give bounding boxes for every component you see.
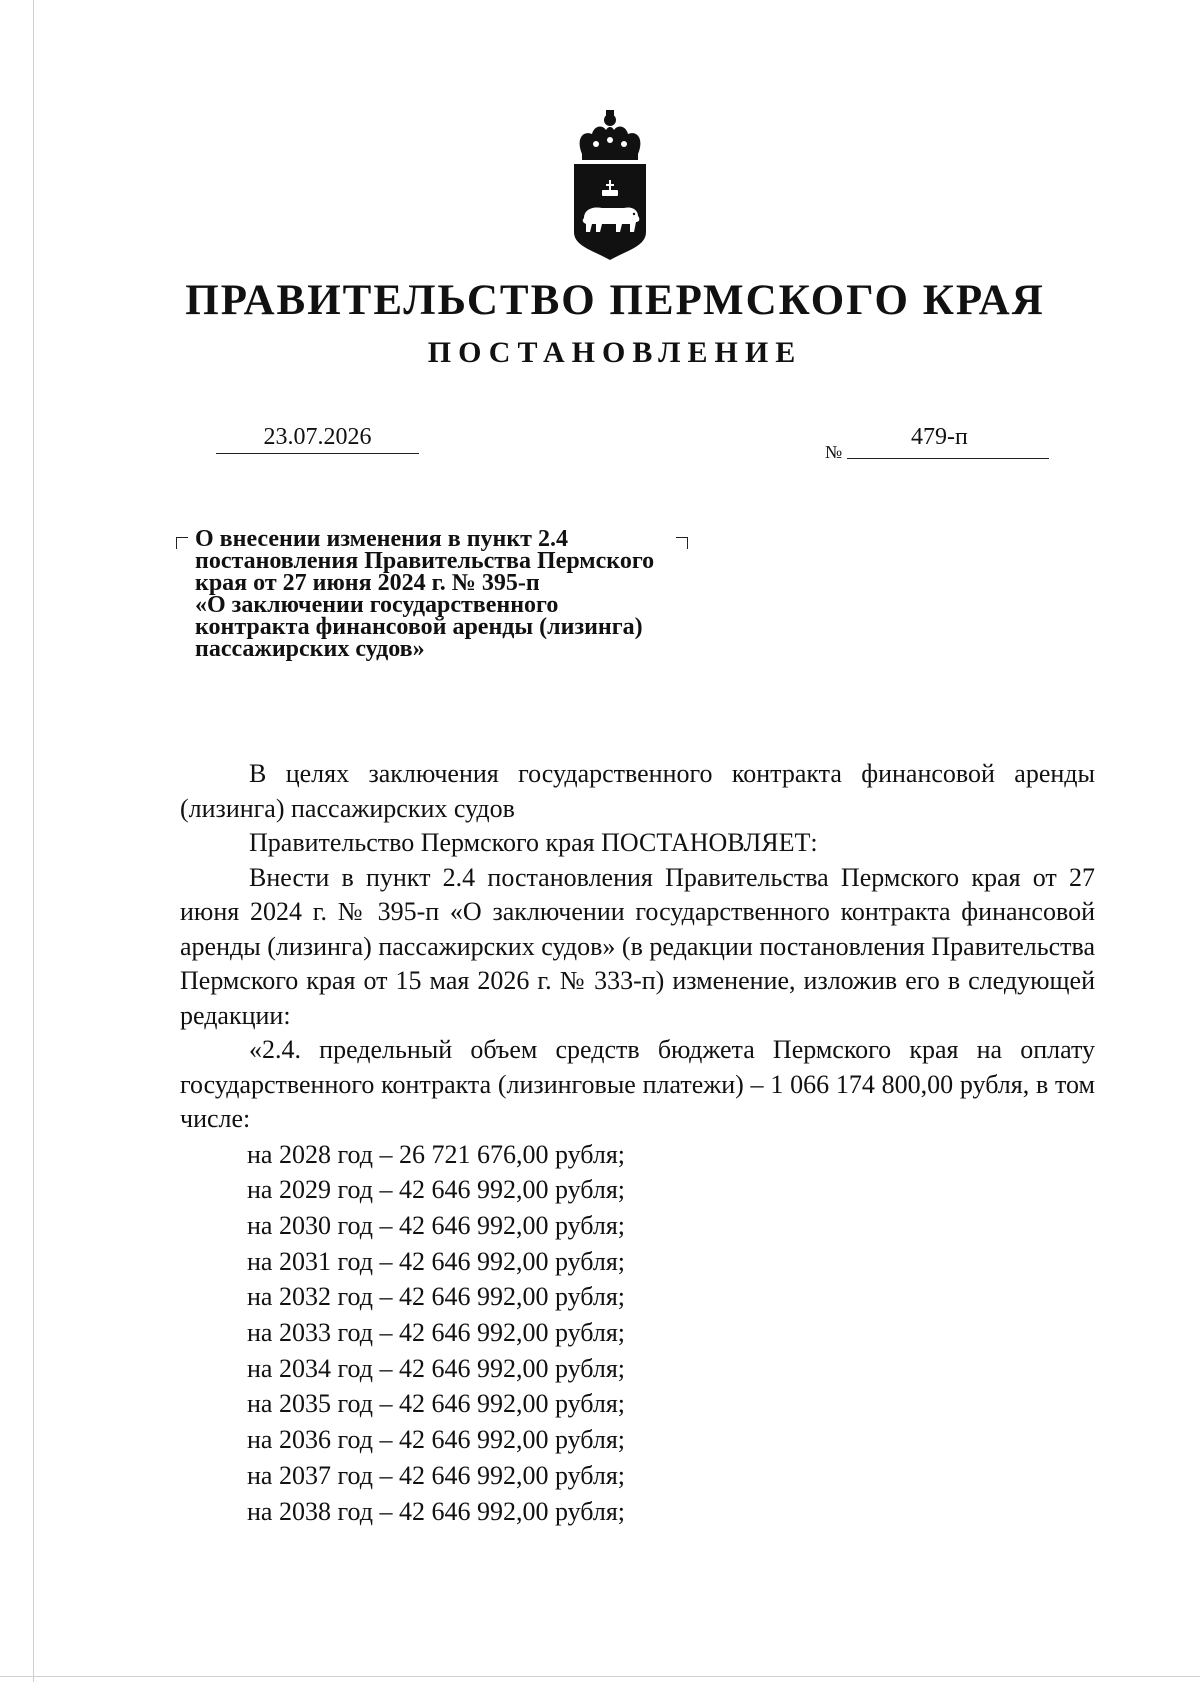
document-date <box>216 424 419 454</box>
clause-paragraph: «2.4. предельный объем средств бюджета Пермского края на оплату государственного контракта (лизинговые платежи) – 1 066 174 800,00 рубля, в том числе: <box>180 1035 1095 1133</box>
list-item: на 2035 год – 42 646 992,00 рубля; <box>247 1389 626 1419</box>
scan-border-bottom <box>0 1676 1200 1677</box>
document-body <box>180 757 1095 1529</box>
document-type: ПОСТАНОВЛЕНИЕ <box>427 336 803 369</box>
list-item: на 2031 год – 42 646 992,00 рубля; <box>247 1246 626 1276</box>
list-item: на 2028 год – 26 721 676,00 рубля; <box>247 1139 626 1169</box>
list-item: на 2032 год – 42 646 992,00 рубля; <box>247 1282 626 1312</box>
purpose-paragraph: В целях заключения государственного контракта финансовой аренды (лизинга) пассажирских судов <box>180 759 1095 823</box>
date-value: 23.07.2026 <box>263 424 372 450</box>
list-item: на 2030 год – 42 646 992,00 рубля; <box>247 1210 626 1240</box>
resolution-paragraph: Правительство Пермского края ПОСТАНОВЛЯЕТ: <box>249 828 818 857</box>
subject-corner-left <box>176 537 188 549</box>
scan-border-left <box>33 0 34 1682</box>
subject-line: контракта финансовой аренды (лизинга) <box>195 614 643 640</box>
list-item: на 2038 год – 42 646 992,00 рубля; <box>247 1496 626 1526</box>
list-item: на 2029 год – 42 646 992,00 рубля; <box>247 1175 626 1205</box>
amendment-paragraph: Внести в пункт 2.4 постановления Правительства Пермского края от 27 июня 2024 г. № 395-п «О заключении государственного контракта финансовой аренды (лизинга) пассажирских судов» (в редакции постановления Правительства Пермского края от 15 мая 2026 г. № 333-п) изменение, изложив его в следующей редакции: <box>180 862 1095 1030</box>
date-underline <box>216 453 419 454</box>
document-subject <box>195 528 755 660</box>
list-item: на 2037 год – 42 646 992,00 рубля; <box>247 1460 626 1490</box>
yearly-amounts-list <box>180 1137 1095 1530</box>
number-sign: № <box>825 442 843 462</box>
list-item: на 2033 год – 42 646 992,00 рубля; <box>247 1318 626 1348</box>
number-value: 479-п <box>911 424 968 450</box>
coat-of-arms-icon <box>568 110 652 260</box>
subject-line: О внесении изменения в пункт 2.4 <box>195 526 568 552</box>
subject-line: пассажирских судов» <box>195 636 425 662</box>
issuing-authority: ПРАВИТЕЛЬСТВО ПЕРМСКОГО КРАЯ <box>185 277 1045 324</box>
subject-line: края от 27 июня 2024 г. № 395-п <box>195 570 540 596</box>
list-item: на 2036 год – 42 646 992,00 рубля; <box>247 1425 626 1455</box>
subject-line: постановления Правительства Пермского <box>195 548 655 574</box>
subject-line: «О заключении государственного <box>195 592 559 618</box>
number-underline <box>847 458 1049 459</box>
list-item: на 2034 год – 42 646 992,00 рубля; <box>247 1353 626 1383</box>
